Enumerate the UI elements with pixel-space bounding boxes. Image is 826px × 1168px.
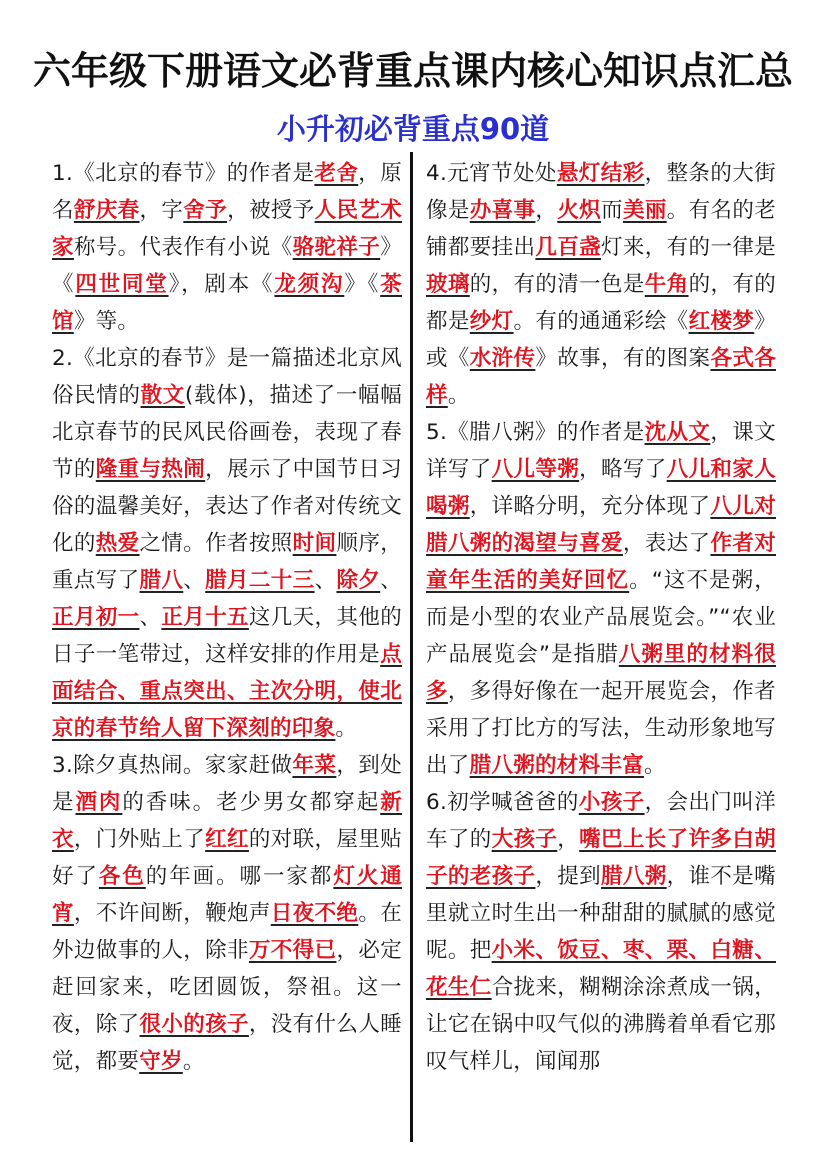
body-text: 、 (314, 568, 337, 593)
keyword-highlight: 酒肉 (75, 790, 123, 815)
keyword-highlight: 年菜 (292, 753, 337, 778)
keyword-highlight: 红红 (205, 827, 249, 852)
body-text: 。在外边做事的人，除非 (52, 901, 402, 963)
body-text: 》，剧本《 (168, 272, 275, 297)
body-text: ， (557, 827, 580, 852)
body-text: 的，有的清一色是 (469, 272, 645, 297)
body-text: ，原名 (52, 161, 402, 223)
body-text: 》或《 (426, 309, 777, 371)
left-column (52, 155, 402, 1080)
body-text: ，到处是 (52, 753, 402, 815)
body-text: 。 (182, 1049, 205, 1074)
knowledge-item-2 (52, 340, 402, 747)
body-text: 顺序，重点写了 (52, 531, 402, 593)
body-text: ，详略分明，充分体现了 (469, 494, 711, 519)
keyword-highlight: 除夕 (336, 568, 381, 593)
body-text: 6.初学喊爸爸的 (426, 790, 579, 815)
keyword-highlight: 万不得已 (248, 938, 337, 963)
keyword-highlight: 时间 (292, 531, 337, 556)
keyword-highlight: 红楼梦 (688, 309, 755, 334)
body-text: 。有名的老铺都要挂出 (426, 198, 777, 260)
body-text: 的香味。老少男女都穿起 (122, 790, 381, 815)
keyword-highlight: 腊八粥 (601, 864, 667, 889)
keyword-highlight: 八儿对腊八粥的渴望与喜爱 (426, 494, 776, 556)
keyword-highlight: 八儿和家人喝粥 (426, 457, 776, 519)
keyword-highlight: 茶馆 (52, 272, 402, 334)
body-text: 4.元宵节处处 (426, 161, 557, 186)
keyword-highlight: 八粥里的材料很多 (426, 642, 777, 704)
body-text: 》《 (52, 235, 402, 297)
keyword-highlight: 热爱 (95, 531, 140, 556)
knowledge-item-6 (426, 784, 776, 1080)
body-text: 称号。代表作有小说《 (73, 235, 293, 260)
keyword-highlight: 舍予 (183, 198, 228, 223)
keyword-highlight: 办喜事 (469, 198, 536, 223)
keyword-highlight: 人民艺术家 (52, 198, 403, 260)
keyword-highlight: 小孩子 (578, 790, 645, 815)
body-text: ，整条的大街像是 (426, 161, 776, 223)
body-text: ，会出门叫洋车了的 (426, 790, 776, 852)
body-text: ，必定赶回家来，吃团圆饭，祭祖。这一夜，除了 (52, 938, 403, 1037)
body-text: 5.《腊八粥》的作者是 (426, 420, 645, 445)
body-text: 这几天，其他的日子一笔带过，这样安排的作用是 (52, 605, 402, 667)
column-divider (410, 152, 413, 1142)
keyword-highlight: 沈从文 (644, 420, 711, 445)
keyword-highlight: 火炽 (557, 198, 602, 223)
keyword-highlight: 散文 (140, 383, 185, 408)
body-text: 、 (380, 568, 403, 593)
keyword-highlight: 各色 (98, 864, 146, 889)
body-text: 的对联，屋里贴好了 (52, 827, 402, 889)
body-text: ， (535, 198, 558, 223)
knowledge-item-5 (426, 414, 776, 784)
body-text: ，谁不是嘴里就立时生出一种甜甜的腻腻的感觉呢。把 (426, 864, 776, 963)
body-text: 。“这不是粥，而是小型的农业产品展览会。”“农业产品展览会”是指腊 (426, 568, 776, 667)
keyword-highlight: 腊八粥的材料丰富 (469, 753, 645, 778)
keyword-highlight: 牛角 (644, 272, 689, 297)
body-text: ，提到 (535, 864, 602, 889)
body-text: ，展示了中国节日习俗的温馨美好，表达了作者对传统文化的 (52, 457, 402, 556)
body-text: ，课文详写了 (426, 420, 776, 482)
keyword-highlight: 舒庆春 (73, 198, 140, 223)
keyword-highlight: 美丽 (622, 198, 667, 223)
body-text: ，字 (139, 198, 184, 223)
keyword-highlight: 腊八 (139, 568, 184, 593)
keyword-highlight: 日夜不绝 (270, 901, 359, 926)
body-text: 2.《北京的春节》是一篇描述北京风俗民情的 (52, 346, 402, 408)
body-text: (载体)，描述了一幅幅北京春节的民风民俗画卷，表现了春节的 (52, 383, 403, 482)
body-text: ，多得好像在一起开展览会，作者采用了打比方的写法，生动形象地写出了 (426, 679, 776, 778)
keyword-highlight: 悬灯结彩 (556, 161, 645, 186)
body-text: ，被授予 (227, 198, 315, 223)
body-text: 。 (644, 753, 666, 778)
keyword-highlight: 小米、饭豆、枣、栗、白糖、花生仁 (426, 938, 776, 1000)
keyword-highlight: 老舍 (314, 161, 359, 186)
keyword-highlight: 正月初一 (52, 605, 140, 630)
body-text: 、 (183, 568, 206, 593)
body-text: ，门外贴上了 (73, 827, 206, 852)
body-text: 》故事，有的图案 (535, 346, 711, 371)
body-text: 。有的通通彩绘《 (513, 309, 689, 334)
body-text: ，表达了 (622, 531, 711, 556)
body-text: 。 (335, 716, 358, 741)
body-text: 》等。 (73, 309, 140, 334)
page-title: 六年级下册语文必背重点课内核心知识点汇总 (32, 49, 793, 93)
body-text: 的年画。哪一家都 (145, 864, 334, 889)
keyword-highlight: 四世同堂 (75, 272, 169, 297)
body-text: 3.除夕真热闹。家家赶做 (52, 753, 293, 778)
keyword-highlight: 骆驼祥子 (292, 235, 381, 260)
body-text: 之情。作者按照 (139, 531, 293, 556)
keyword-highlight: 龙须沟 (274, 272, 345, 297)
keyword-highlight: 纱灯 (469, 309, 514, 334)
keyword-highlight: 灯火通宵 (52, 864, 402, 926)
body-text: ，不许间断，鞭炮声 (73, 901, 271, 926)
keyword-highlight: 正月十五 (161, 605, 249, 630)
body-text: ，没有什么人睡觉，都要 (52, 1012, 402, 1074)
keyword-highlight: 隆重与热闹 (95, 457, 206, 482)
knowledge-item-4 (426, 155, 776, 414)
keyword-highlight: 各式各样 (426, 346, 776, 408)
knowledge-item-1 (52, 155, 402, 340)
body-text: 而 (601, 198, 623, 223)
keyword-highlight: 很小的孩子 (139, 1012, 249, 1037)
page-subtitle: 小升初必背重点90道 (276, 112, 550, 146)
keyword-highlight: 作者对童年生活的美好回忆 (426, 531, 777, 593)
keyword-highlight: 几百盏 (535, 235, 602, 260)
body-text: 合拢来，糊糊涂涂煮成一锅，让它在锅中叹气似的沸腾着单看它那叹气样儿，闻闻那 (426, 975, 776, 1074)
keyword-highlight: 新衣 (52, 790, 402, 852)
body-text: 1.《北京的春节》的作者是 (52, 161, 315, 186)
body-text: 、 (139, 605, 162, 630)
keyword-highlight: 八儿等粥 (491, 457, 580, 482)
keyword-highlight: 守岁 (139, 1049, 183, 1074)
keyword-highlight: 腊月二十三 (205, 568, 315, 593)
keyword-highlight: 玻璃 (426, 272, 470, 297)
body-text: ，略写了 (579, 457, 667, 482)
body-text: 灯来，有的一律是 (601, 235, 776, 260)
right-column (426, 155, 776, 1080)
body-text: 。 (447, 383, 470, 408)
keyword-highlight: 大孩子 (491, 827, 558, 852)
body-text: 》《 (344, 272, 381, 297)
knowledge-item-3 (52, 747, 402, 1080)
keyword-highlight: 点面结合、重点突出、主次分明，使北京的春节给人留下深刻的印象 (52, 642, 402, 741)
keyword-highlight: 水浒传 (469, 346, 536, 371)
keyword-highlight: 嘴巴上长了许多白胡子的老孩子 (426, 827, 776, 889)
body-text: 的，有的都是 (426, 272, 776, 334)
